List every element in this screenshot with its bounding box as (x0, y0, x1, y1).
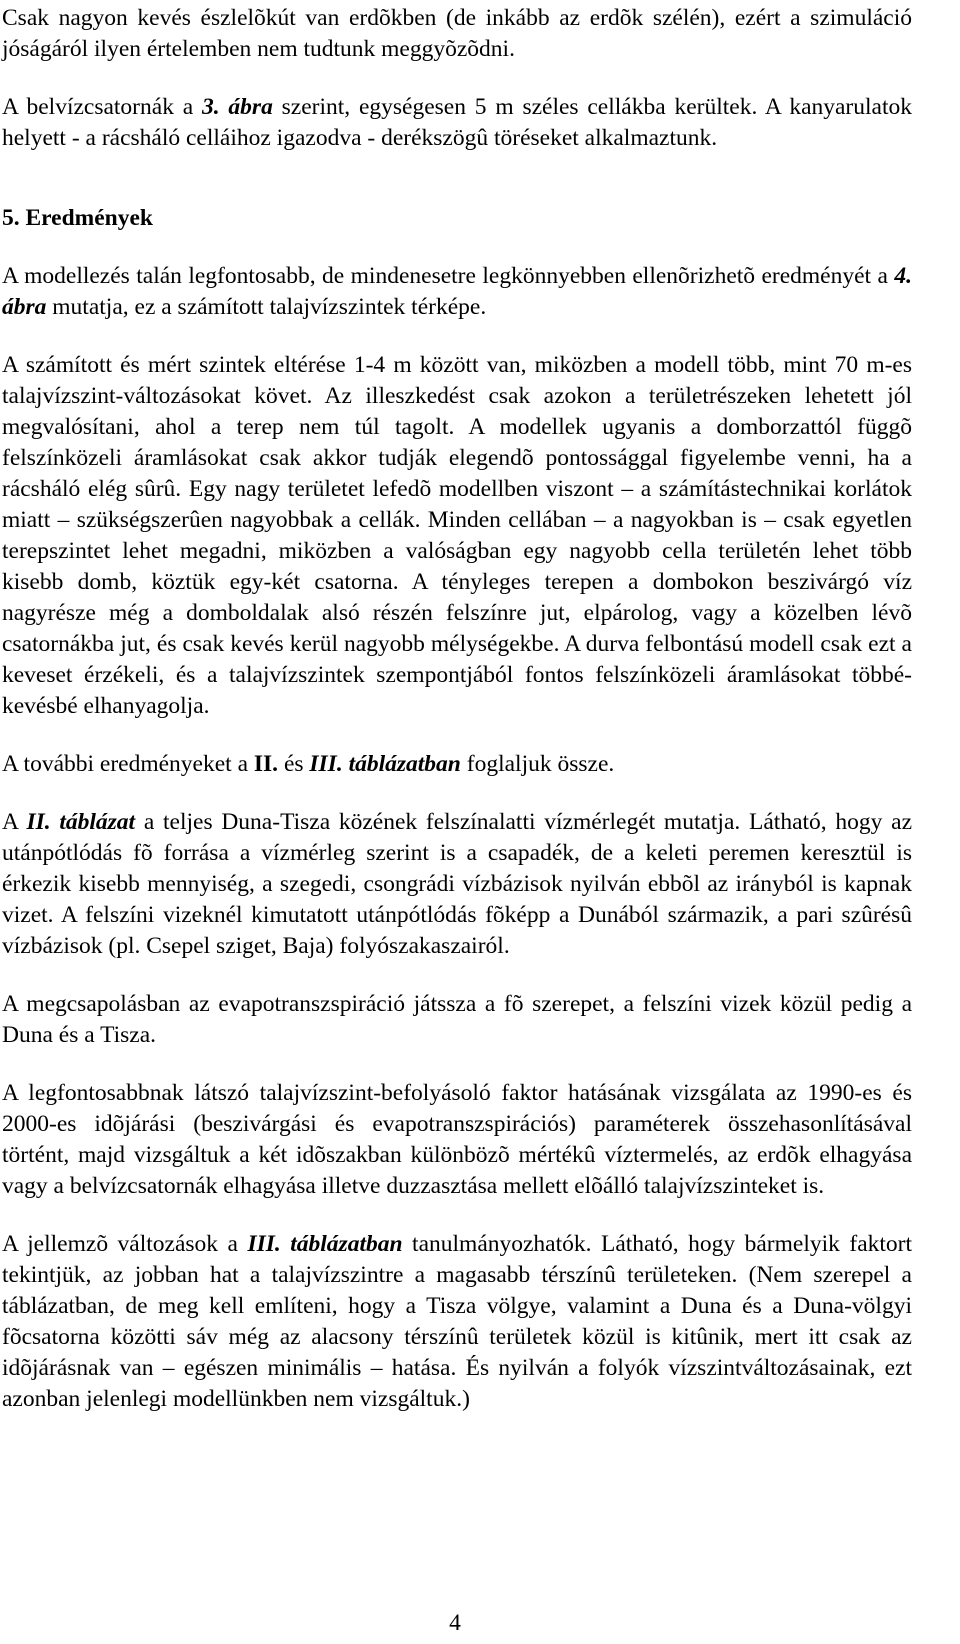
paragraph-model-deviation: A számított és mért szintek eltérése 1-4 m között van, miközben a modell több, mint 70 m-es talajvízszint-változásokat követ. Az illeszkedést csak azokon a területrészeken lehetett jól megvalósítani, ahol a terep nem túl tagolt. A modellek ugyanis a domborzattól függõ felszínközeli áramlásokat csak akkor tudják elegendõ pontossággal figyelembe venni, ha a rácsháló elég sûrû. Egy nagy területet lefedõ modellben viszont – a számítástechnikai korlátok miatt – szükségszerûen nagyobbak a cellák. Minden cellában – a nagyokban is – csak egyetlen terepszintet lehet megadni, miközben a valóságban egy nagyobb cella területén lehet több kisebb domb, köztük egy-két csatorna. A tényleges terepen a dombokon beszivárgó víz nagyrésze még a domboldalak alsó részén felszínre jut, elpárolog, vagy a közelben lévõ csatornákba jut, és csak kevés kerül nagyobb mélységekbe. A durva felbontású modell csak ezt a keveset érzékeli, és a talajvízszintek szempontjából fontos felszínközeli áramlásokat többé-kevésbé elhanyagolja. (2, 352, 912, 719)
table-reference: III. táblázatban (247, 1231, 403, 1257)
table-reference: III. táblázatban (309, 751, 461, 777)
table-reference: II. (253, 751, 279, 777)
paragraph-characteristic-changes: A jellemzõ változások a III. táblázatban tanulmányozhatók. Látható, hogy bármelyik faktort tekintjük, az jobban hat a talajvízszintre a magasabb térszínû területeken. (Nem szerepel a táblázatban, de meg kell említeni, hogy a Tisza völgye, valamint a Duna és a Duna-völgyi fõcsatorna közötti sáv még az alacsony térszínû területek közül is kitûnik, mert itt csak az idõjárásnak van – egészen minimális – hatása. És nyilván a folyók vízszintváltozásainak, ezt azonban jelenlegi modellünkben nem vizsgáltuk.) (2, 1231, 913, 1412)
paragraph-further-results: A további eredményeket a II. és III. táblázatban foglaljuk össze. (2, 751, 615, 777)
table-reference: II. táblázat (26, 809, 136, 835)
paragraph-water-balance: A II. táblázat a teljes Duna-Tisza közének felszínalatti vízmérlegét mutatja. Látható, hogy az utánpótlódás fõ forrása a vízmérleg szerint is a csapadék, de a keleti peremen keresztül is érkezik kisebb mennyiség, a szegedi, csongrádi vízbázisok nyilván ebbõl az irányból is kapnak vizet. A felszíni vizeknél kimutatott utánpótlódás fõképp a Dunából származik, a pari szûrésû vízbázisok (pl. Csepel sziget, Baja) folyószakaszairól. (2, 809, 913, 959)
figure-reference: 3. ábra (202, 94, 273, 120)
paragraph-drainage-channels: A belvízcsatornák a 3. ábra szerint, egységesen 5 m széles cellákba kerültek. A kanyarulatok helyett - a rácsháló celláihoz igazodva - derékszögû töréseket alkalmaztunk. (2, 94, 912, 151)
section-heading: 5. Eredmények (2, 205, 154, 231)
paragraph-discharge: A megcsapolásban az evapotranszspiráció játssza a fõ szerepet, a felszíni vizek közül pedig a Duna és a Tisza. (2, 991, 912, 1048)
paragraph-factor-analysis: A legfontosabbnak látszó talajvízszint-befolyásoló faktor hatásának vizsgálata az 1990-es és 2000-es idõjárási (beszivárgási és evapotranszspirációs) paraméterek összehasonlításával történt, majd vizsgáltuk a két idõszakban különbözõ mértékû víztermelés, az erdõk elhagyása vagy a belvízcsatornák elhagyása illetve duzzasztása mellett elõálló talajvízszinteket is. (2, 1080, 912, 1199)
page-number: 4 (449, 1610, 461, 1636)
figure-reference: 4. ábra (2, 263, 912, 320)
paragraph-observation-wells: Csak nagyon kevés észlelõkút van erdõkben (de inkább az erdõk szélén), ezért a szimuláció jóságáról ilyen értelemben nem tudtunk meggyõzõdni. (2, 5, 912, 62)
paragraph-results-intro: A modellezés talán legfontosabb, de mindenesetre legkönnyebben ellenõrizhetõ eredményét a 4. ábra mutatja, ez a számított talajvízszintek térképe. (2, 263, 912, 320)
